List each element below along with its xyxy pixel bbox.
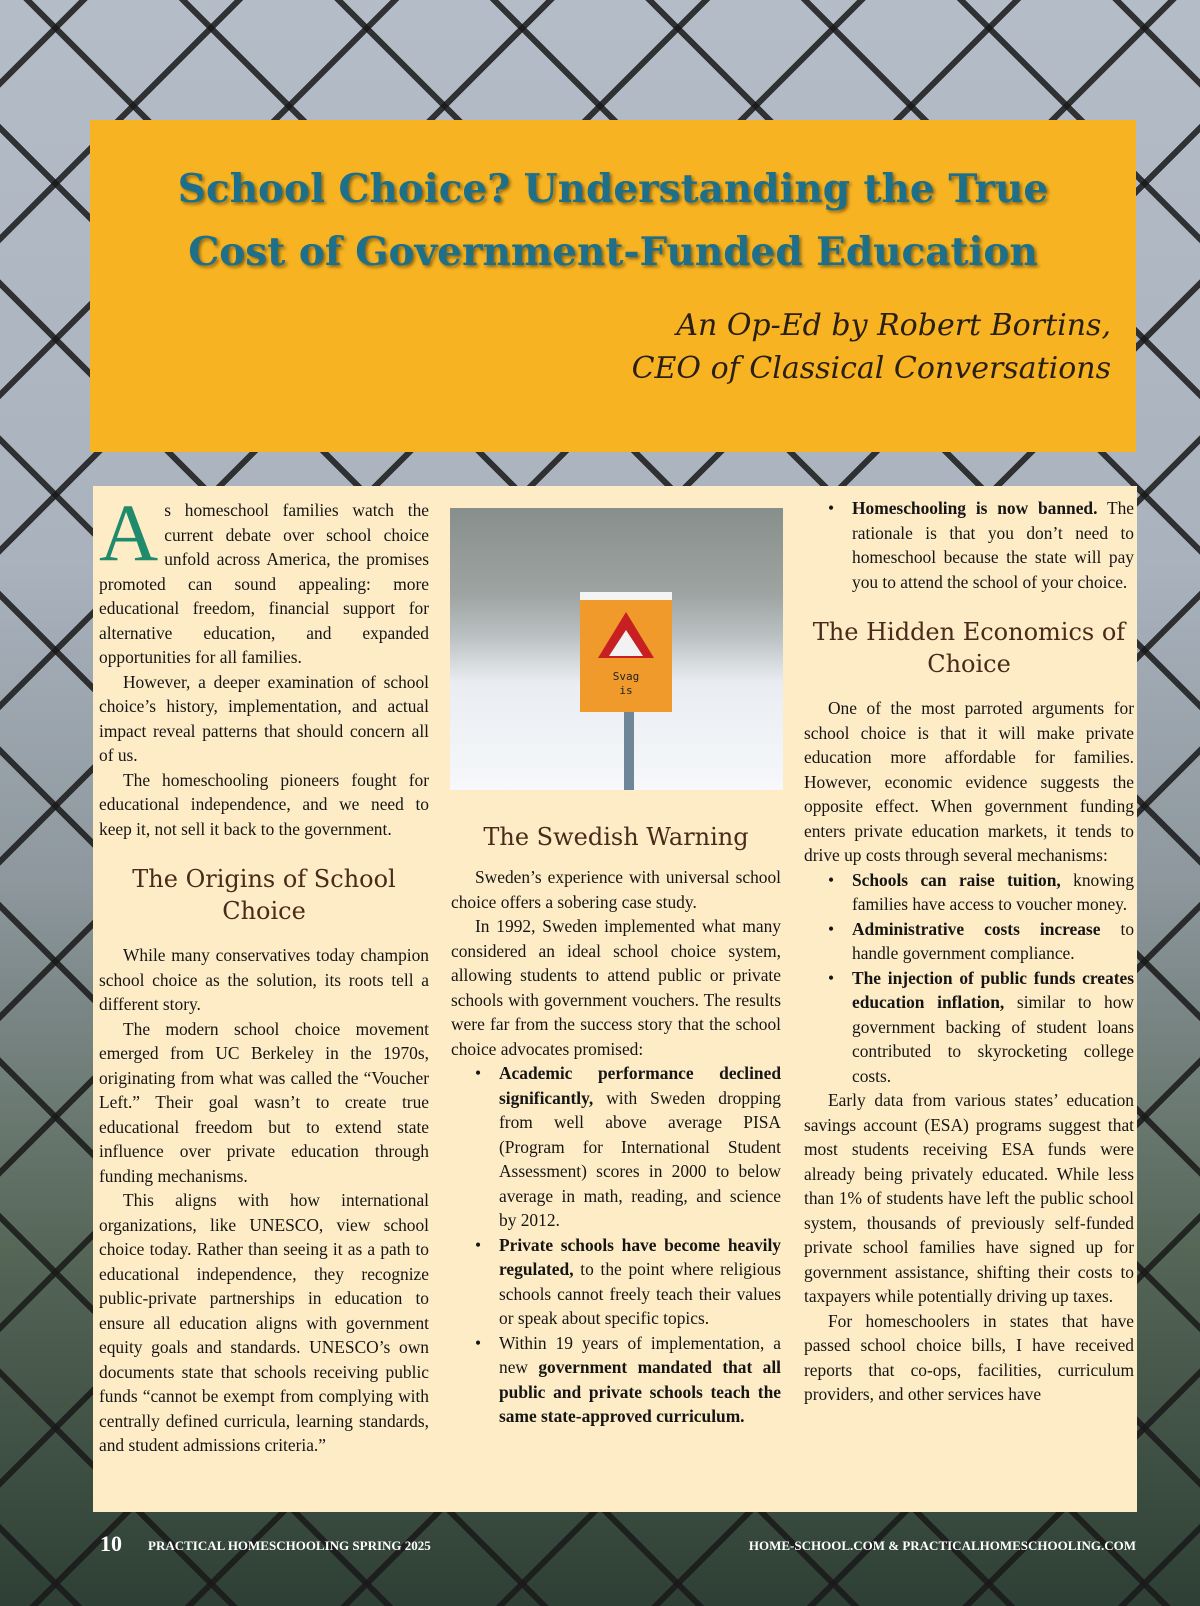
sign-line-2: is [619,684,633,697]
list-item [499,1331,781,1429]
section-heading-origins: The Origins of School Choice [132,865,396,925]
paragraph: In 1992, Sweden implemented what many considered an ideal school choice system, allowing students to attend public or private schools with government vouchers. The results were far from the success story that the school choice advocates promised: [451,916,781,1059]
paragraph: Early data from various states’ education savings account (ESA) programs suggest that most students receiving ESA funds were already being privately educated. While less than 1% of students have left the public school system, thousands of previously self-funded private school families have signed up for government assistance, shifting their costs to taxpayers while potentially driving up taxes. [804,1090,1134,1306]
bullet-text: Within 19 years of implementation, a new [499,1332,781,1377]
paragraph: While many conservatives today champion school choice as the solution, its roots tell a different story. [99,945,429,1014]
paragraph: One of the most parroted arguments for school choice is that it will make private education more affordable for families. However, economic evidence suggests the opposite effect. When government funding enters private education markets, it tends to drive up costs through several mechanisms: [804,698,1134,865]
bullet-list [804,496,1134,594]
byline-line-2: CEO of Classical Conversations [631,351,1111,386]
bullet-text: with Sweden dropping from well above average PISA (Program for International Student Assessment) scores in 2000 to below average in math, reading, and science by 2012. [499,1087,781,1230]
bullet-bold: government mandated that all public and private schools teach the same state-approved curriculum. [499,1357,781,1426]
list-item [852,966,1134,1089]
section-heading-economics: The Hidden Economics of Choice [812,618,1126,678]
sign-text [580,670,672,698]
bullet-list [451,1061,781,1429]
list-item [852,917,1134,966]
title-line-1: School Choice? Understanding the True [177,166,1049,212]
paragraph: Sweden’s experience with universal school choice offers a sobering case study. [451,867,781,912]
page-title [90,158,1136,284]
paragraph: The homeschooling pioneers fought for educational independence, and we need to keep it, not sell it back to the government. [99,769,429,839]
bullet-text: The rationale is that you don’t need to homeschool because the state will pay you to attend the school of your choice. [852,498,1134,592]
list-item [499,1061,781,1233]
list-item [852,496,1134,594]
drop-cap: A [99,487,159,578]
bullet-list [804,868,1134,1089]
paragraph: The modern school choice movement emerged from UC Berkeley in the 1970s, originating from what was called the “Voucher Left.” Their goal wasn’t to create true educational freedom but to extend state influence over private education through funding mechanisms. [99,1018,429,1186]
bullet-bold: The injection of public funds creates education inflation, [852,967,1134,1012]
warning-sign [580,592,672,712]
byline-line-1: An Op-Ed by Robert Bortins, [676,308,1111,343]
section-heading-swedish: The Swedish Warning [483,823,749,851]
paragraph: However, a deeper examination of school choice’s history, implementation, and actual impact reveal patterns that should concern all of us. [99,671,429,765]
bullet-text: to the point where religious schools cannot freely teach their values or speak about specific topics. [499,1259,781,1328]
intro-paragraph [99,487,429,670]
bullet-bold: Administrative costs increase [852,918,1101,939]
page-number: 10 [100,1531,122,1556]
sign-line-1: Svag [612,670,640,683]
warning-sign-photo [450,508,783,790]
byline [632,304,1111,390]
column-2 [451,821,781,1429]
intro-text: s homeschool families watch the current debate over school choice unfold across America, the promises promoted can sound appealing: more educational freedom, financial support for alternative education, and expanded opportunities for all families. [99,500,429,667]
column-3 [804,496,1134,1407]
bullet-bold: Schools can raise tuition, [852,869,1061,890]
list-item [852,868,1134,917]
magazine-name: PRACTICAL HOMESCHOOLING SPRING 2025 [148,1538,431,1553]
title-banner [90,120,1136,452]
bullet-bold: Academic performance declined significantly, [499,1063,781,1108]
warning-triangle-inner [609,630,643,656]
bullet-bold: Homeschooling is now banned. [852,498,1098,518]
list-item [499,1233,781,1331]
article-body [93,486,1137,1512]
bullet-bold: Private schools have become heavily regulated, [499,1234,781,1279]
column-1 [99,487,429,1458]
bullet-text: knowing families have access to voucher money. [852,869,1135,914]
title-line-2: Cost of Government-Funded Education [188,229,1038,275]
paragraph: For homeschoolers in states that have passed school choice bills, I have received reports that co-ops, facilities, curriculum providers, and other services have [804,1310,1134,1404]
bullet-text: similar to how government backing of student loans contributed to skyrocketing college costs. [852,992,1134,1086]
website-url: HOME-SCHOOL.COM & PRACTICALHOMESCHOOLING.COM [748,1538,1136,1553]
paragraph: This aligns with how international organizations, like UNESCO, view school choice today. Rather than seeing it as a path to educational independence, they recognize public-private partnerships in education to ensure all education aligns with government equity goals and standards. UNESCO’s own documents state that schools receiving public funds “cannot be exempt from complying with centrally defined curricula, learning standards, and student admissions criteria.” [99,1190,429,1455]
bullet-text: to handle government compliance. [852,918,1135,963]
